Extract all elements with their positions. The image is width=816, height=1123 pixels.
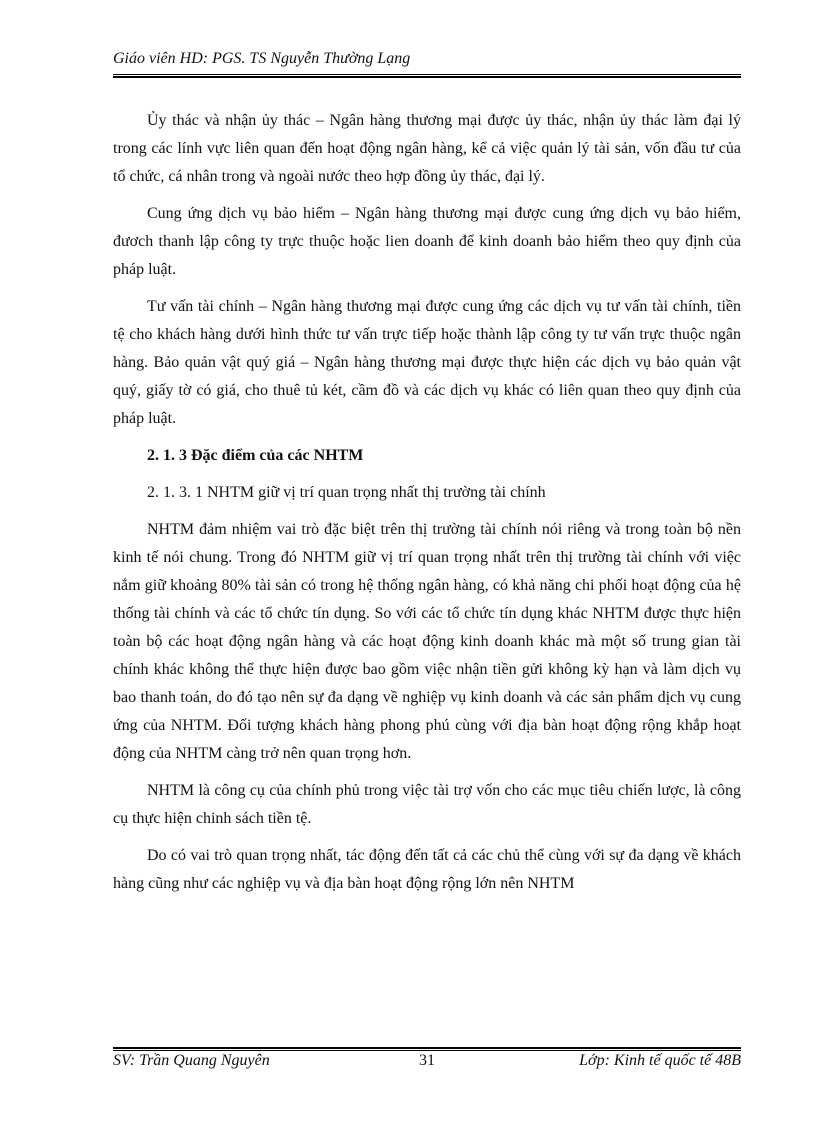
footer-student: SV: Trần Quang Nguyên (113, 1052, 270, 1069)
page-number: 31 (419, 1052, 435, 1069)
paragraph-bao-hiem: Cung ứng dịch vụ bảo hiểm – Ngân hàng thương mại được cung ứng dịch vụ bảo hiểm, đươch thanh lập công ty trực thuộc hoặc lien doanh để kinh doanh bảo hiểm theo quy định của pháp luật. (113, 205, 741, 278)
footer-rule (113, 1050, 741, 1051)
document-body (113, 107, 741, 907)
header-rule-thick (113, 76, 741, 78)
footer-class: Lớp: Kinh tế quốc tế 48B (579, 1052, 741, 1069)
paragraph-uy-thac: Ủy thác và nhận ủy thác – Ngân hàng thương mại được ủy thác, nhận ủy thác làm đại lý trong các lính vực liên quan đến hoạt động ngân hàng, kể cả việc quản lý tài sản, vốn đầu tư của tổ chức, cá nhân trong và ngoài nước theo hợp đồng ủy thác, đại lý. (113, 112, 741, 185)
paragraph-cong-cu: NHTM là công cụ của chính phủ trong việc tài trợ vốn cho các mục tiêu chiến lược, là công cụ thực hiện chinh sách tiền tệ. (113, 782, 741, 827)
header-rule (113, 74, 741, 75)
paragraph-tac-dong: Do có vai trò quan trọng nhất, tác động đến tất cả các chủ thể cùng với sự đa dạng về khách hàng cũng như các nghiệp vụ và địa bàn hoạt động rộng lớn nên NHTM (113, 847, 741, 892)
paragraph-tu-van: Tư vấn tài chính – Ngân hàng thương mại được cung ứng các dịch vụ tư vấn tài chính, tiền tệ cho khách hàng dưới hình thức tư vấn trực tiếp hoặc thành lập công ty tư vấn trực thuộc ngân hàng. Bảo quản vật quý giá – Ngân hàng thương mại được thực hiện các dịch vụ bảo quản vật quý, giấy tờ có giá, cho thuê tủ két, cầm đồ và các dịch vụ khác có liên quan theo quy định của pháp luật. (113, 298, 741, 427)
footer-rule-thick (113, 1047, 741, 1049)
page-header: Giáo viên HD: PGS. TS Nguyễn Thường Lạng (113, 50, 411, 67)
page-footer (113, 1052, 741, 1076)
section-heading: 2. 1. 3 Đặc điểm của các NHTM (147, 447, 364, 464)
paragraph-nhtm-vai-tro: NHTM đảm nhiệm vai trò đặc biệt trên thị trường tài chính nói riêng và trong toàn bộ nền kinh tế nói chung. Trong đó NHTM giữ vị trí quan trọng nhất trên thị trường tài chính với việc nắm giữ khoảng 80% tài sản có trong hệ thống ngân hàng, có khả năng chi phối hoạt động của hệ thống tài chính và các tổ chức tín dụng. So với các tổ chức tín dụng khác NHTM được thực hiện toàn bộ các hoạt động ngân hàng và các hoạt động kinh doanh khác mà một số trung gian tài chính khác không thể thực hiện được bao gồm việc nhận tiền gửi không kỳ hạn và làm dịch vụ bao thanh toán, do đó tạo nên sự đa dạng về nghiệp vụ kinh doanh và các sản phẩm dịch vụ cung ứng của NHTM. Đối tượng khách hàng phong phú cùng với địa bàn hoạt động rộng khắp hoạt động của NHTM càng trở nên quan trọng hơn. (113, 521, 741, 762)
subsection-heading: 2. 1. 3. 1 NHTM giữ vị trí quan trọng nhất thị trường tài chính (147, 484, 546, 501)
